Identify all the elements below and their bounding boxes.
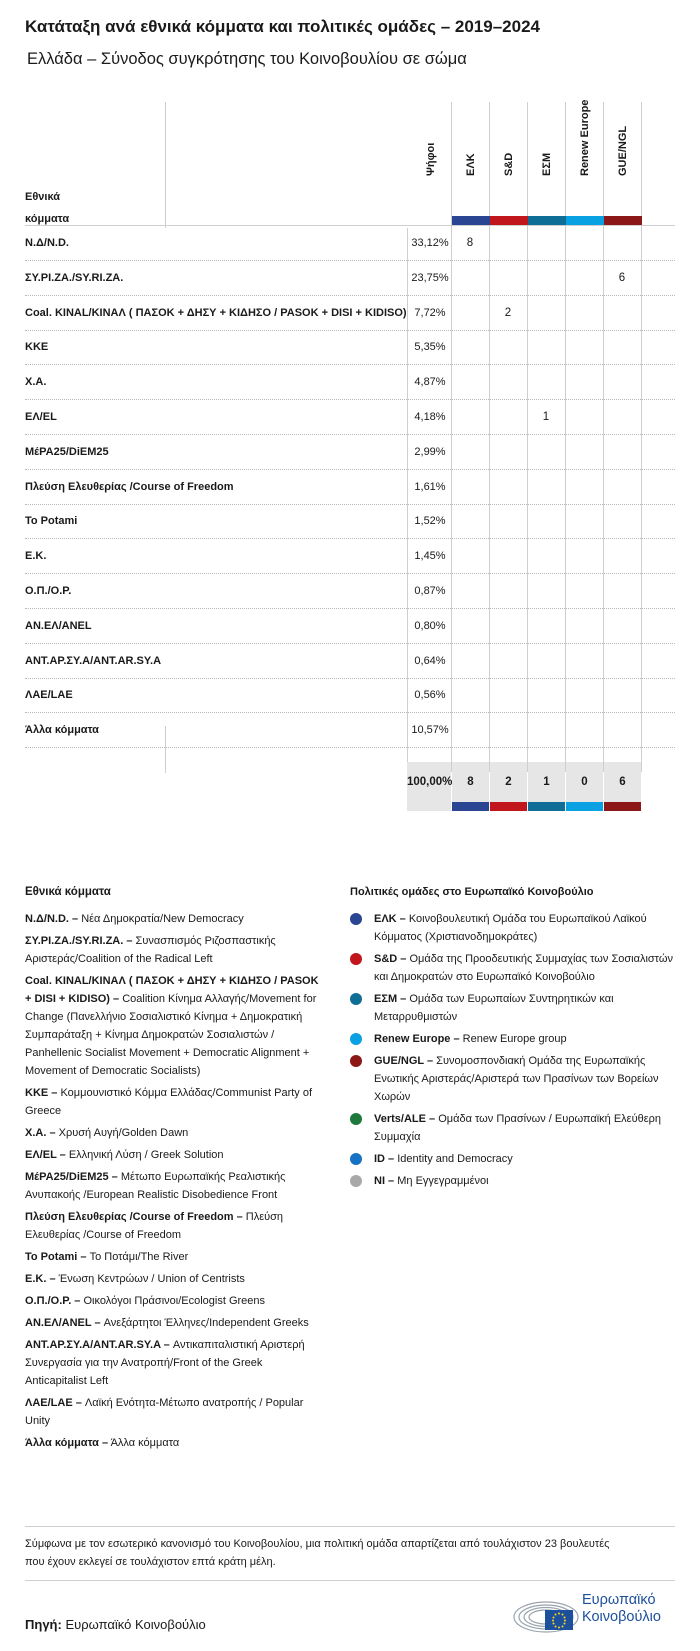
totals-row (25, 762, 675, 803)
group-color-dot-icon (350, 993, 362, 1005)
table-row (25, 713, 675, 748)
table-row (25, 400, 675, 435)
national-legend-item (25, 1124, 325, 1142)
table-row (25, 574, 675, 609)
group-color-bar (604, 216, 642, 225)
group-color-dot-icon (350, 1175, 362, 1187)
group-legend-item (350, 1172, 680, 1190)
vote-share: 1,45% (414, 550, 446, 563)
national-parties-legend (25, 886, 325, 1456)
page-subtitle: Ελλάδα – Σύνοδος συγκρότησης του Κοινοβουλίου σε σώμα (27, 50, 467, 68)
table-row (25, 365, 675, 400)
group-color-bar (604, 802, 641, 811)
source-line (25, 1617, 206, 1632)
group-legend-item (350, 1150, 680, 1168)
group-legend-item (350, 950, 680, 986)
vote-share: 10,57% (411, 724, 449, 737)
group-color-dot-icon (350, 1033, 362, 1045)
source-label: Πηγή: (25, 1617, 62, 1632)
party-name: Coal. KINAL/ΚΙΝΑΛ ( ΠΑΣΟΚ + ΔΗΣΥ + ΚΙΔΗΣΟ / PASOK + DISI + KIDISO) (25, 306, 407, 319)
national-legend-item (25, 1146, 325, 1164)
legend-abbr: ΕΛΚ – (374, 913, 406, 925)
table-row (25, 226, 675, 261)
vote-share: 4,87% (414, 376, 446, 389)
table-row (25, 435, 675, 470)
total-votes: 100,00% (407, 762, 451, 803)
vote-share: 2,99% (414, 445, 446, 458)
legend-desc: Λαϊκή Ενότητα-Μέτωπο ανατροπής / Popular Unity (25, 1397, 304, 1427)
legend-desc: Μέτωπο Ευρωπαϊκής Ρεαλιστικής Ανυπακοής /European Realistic Disobedience Front (25, 1171, 286, 1201)
group-color-bar (452, 802, 489, 811)
table-row (25, 539, 675, 574)
legend-abbr: ΑΝ.ΕΛ/ANEL – (25, 1317, 101, 1329)
national-legend-item (25, 1394, 325, 1430)
vote-share: 1,52% (414, 515, 446, 528)
legend-abbr: Ο.Π./O.P. – (25, 1295, 81, 1307)
group-legend-item (350, 1110, 680, 1146)
logo-text (582, 1592, 661, 1626)
party-name: ΑΝ.ΕΛ/ANEL (25, 619, 92, 632)
legend-abbr: Χ.Α. – (25, 1127, 56, 1139)
total-seats: 6 (604, 762, 641, 803)
table-row (25, 330, 675, 365)
votes-column-header: Ψήφοι (425, 142, 437, 176)
vote-share: 5,35% (414, 341, 446, 354)
group-color-bar (490, 802, 527, 811)
party-name: ΑΝΤ.ΑΡ.ΣΥ.Α/ANT.AR.SY.A (25, 654, 162, 667)
total-seats: 8 (452, 762, 489, 803)
european-parliament-logo (512, 1591, 677, 1633)
seat-count: 2 (504, 306, 512, 319)
legend-desc: Ομάδα της Προοδευτικής Συμμαχίας των Σοσιαλιστών και Δημοκρατών στο Ευρωπαϊκό Κοινοβούλιο (374, 953, 673, 983)
national-legend-item (25, 1270, 325, 1288)
legend-abbr: GUE/NGL – (374, 1055, 434, 1067)
political-groups-legend (350, 886, 680, 1194)
group-column-header: ΕΣΜ (541, 152, 553, 176)
national-legend-item (25, 932, 325, 968)
total-seats: 0 (566, 762, 603, 803)
legend-abbr: Renew Europe – (374, 1033, 460, 1045)
group-color-dot-icon (350, 1055, 362, 1067)
legend-desc: Το Ποτάμι/The River (89, 1251, 189, 1263)
legend-abbr: Ε.Κ. – (25, 1273, 56, 1285)
party-header-line1: Εθνικά (25, 191, 60, 203)
party-name: ΛΑΕ/LAE (25, 689, 73, 702)
groups-legend-heading: Πολιτικές ομάδες στο Ευρωπαϊκό Κοινοβούλιο (350, 886, 594, 898)
vote-share: 33,12% (411, 237, 449, 249)
party-name: Ο.Π./O.P. (25, 585, 72, 597)
national-legend-item (25, 972, 325, 1080)
national-legend-item (25, 1292, 325, 1310)
national-legend-item (25, 910, 325, 928)
legend-abbr: KKE – (25, 1087, 58, 1099)
vote-share: 0,80% (414, 619, 446, 632)
legend-abbr: To Potami – (25, 1251, 87, 1263)
legend-abbr: ΕΛ/EL – (25, 1149, 66, 1161)
seat-count: 1 (542, 411, 550, 423)
logo-line1: Ευρωπαϊκό (582, 1592, 656, 1608)
legend-desc: Νέα Δημοκρατία/New Democracy (81, 913, 244, 925)
group-column-header: S&D (503, 152, 515, 176)
legend-desc: Ανεξάρτητοι Έλληνες/Independent Greeks (103, 1317, 309, 1329)
group-color-bar (452, 216, 490, 225)
vote-share: 4,18% (414, 411, 446, 423)
party-name: Πλεύση Ελευθερίας /Course of Freedom (25, 480, 234, 493)
divider (25, 1526, 675, 1527)
national-legend-item (25, 1084, 325, 1120)
seat-count: 8 (466, 237, 474, 249)
group-color-dot-icon (350, 953, 362, 965)
party-name: ΕΛ/EL (25, 411, 57, 423)
vote-share: 0,56% (414, 689, 446, 702)
legend-abbr: Verts/ALE – (374, 1113, 436, 1125)
table-row (25, 261, 675, 296)
table-row (25, 296, 675, 331)
vote-share: 1,61% (414, 480, 446, 493)
party-name: Άλλα κόμματα (25, 724, 99, 737)
legend-abbr: Ν.Δ/N.D. – (25, 913, 79, 925)
vote-share: 0,87% (414, 585, 446, 597)
legend-abbr: ΣΥ.ΡΙ.ΖΑ./SY.RI.ZA. – (25, 935, 133, 947)
national-legend-item (25, 1314, 325, 1332)
group-legend-item (350, 1030, 680, 1048)
page-title: Κατάταξη ανά εθνικά κόμματα και πολιτικές ομάδες – 2019–2024 (25, 17, 540, 36)
source-value: Ευρωπαϊκό Κοινοβούλιο (65, 1617, 206, 1632)
group-column-header: ΕΛΚ (465, 153, 477, 176)
party-name: ΜέΡΑ25/DiEM25 (25, 445, 109, 458)
national-legend-item (25, 1336, 325, 1390)
legend-desc: Συνασπισμός Ριζοσπαστικής Αριστεράς/Coalition of the Radical Left (25, 935, 276, 965)
party-name: KKE (25, 341, 49, 354)
party-column-header (25, 186, 85, 230)
legend-abbr: ID – (374, 1153, 395, 1165)
legend-desc: Ομάδα των Πρασίνων / Ευρωπαϊκή Ελεύθερη Συμμαχία (374, 1113, 661, 1143)
group-color-bar (528, 802, 565, 811)
legend-desc: Ελληνική Λύση / Greek Solution (68, 1149, 224, 1161)
divider (25, 1580, 675, 1581)
vote-share: 7,72% (414, 306, 446, 319)
table-row (25, 678, 675, 713)
legend-desc: Αντικαπιταλιστική Αριστερή Συνεργασία για την Ανατροπή/Front of the Greek Anticapitalist Left (25, 1339, 305, 1387)
party-name: Χ.Α. (25, 376, 47, 389)
group-column-header: GUE/NGL (617, 125, 629, 176)
legend-desc: Άλλα κόμματα (110, 1437, 180, 1449)
logo-line2: Κοινοβούλιο (582, 1609, 661, 1625)
party-name: ΣΥ.ΡΙ.ΖΑ./SY.RI.ZA. (25, 271, 124, 284)
total-seats: 1 (528, 762, 565, 803)
party-header-line2: κόμματα (25, 213, 70, 225)
legend-desc: Πλεύση Ελευθερίας /Course of Freedom (25, 1211, 284, 1241)
parliament-emblem-icon (512, 1591, 580, 1633)
legend-desc: Κοινοβουλευτική Ομάδα του Ευρωπαϊκού Λαϊκού Κόμματος (Χριστιανοδημοκράτες) (374, 913, 647, 943)
legend-desc: Identity and Democracy (397, 1153, 513, 1165)
legend-desc: Coalition Κίνημα Αλλαγής/Movement for Change (Πανελλήνιο Σοσιαλιστικό Κίνημα + Δημοκρατική Συμπαράταξη + Κίνημα Δημοκρατών Σοσιαλιστών / Panhellenic Socialist Movement + Democratic Alignment + Movement of Democratic Socialists) (25, 993, 317, 1077)
legend-desc: Renew Europe group (462, 1033, 567, 1045)
group-legend-item (350, 990, 680, 1026)
legend-abbr: ΛΑΕ/LAE – (25, 1397, 82, 1409)
group-color-bar (566, 216, 604, 225)
table-row (25, 470, 675, 505)
group-color-dot-icon (350, 1153, 362, 1165)
national-legend-item (25, 1434, 325, 1452)
group-legend-item (350, 1052, 680, 1106)
group-column-header: Renew Europe (579, 99, 591, 176)
national-legend-item (25, 1248, 325, 1266)
total-seats: 2 (490, 762, 527, 803)
national-legend-item (25, 1208, 325, 1244)
group-legend-item (350, 910, 680, 946)
party-name: Ν.Δ/N.D. (25, 237, 69, 249)
legend-abbr: ΜέΡΑ25/DiEM25 – (25, 1171, 118, 1183)
vote-share: 23,75% (411, 271, 449, 284)
legend-desc: Συνομοσπονδιακή Ομάδα της Ευρωπαϊκής Ενωτικής Αριστεράς/Αριστερά των Πρασίνων των Βορείων Χωρών (374, 1055, 659, 1103)
national-legend-heading: Εθνικά κόμματα (25, 886, 111, 898)
group-color-dot-icon (350, 913, 362, 925)
legend-desc: Ομάδα των Ευρωπαίων Συντηρητικών και Μεταρρυθμιστών (374, 993, 614, 1023)
national-legend-item (25, 1168, 325, 1204)
legend-abbr: S&D – (374, 953, 407, 965)
legend-desc: Ένωση Κεντρώων / Union of Centrists (58, 1273, 245, 1285)
legend-abbr: ΑΝΤ.ΑΡ.ΣΥ.Α/ANT.AR.SY.A – (25, 1339, 170, 1351)
table-row (25, 609, 675, 644)
footnote: Σύμφωνα με τον εσωτερικό κανονισμό του Κοινοβουλίου, μια πολιτική ομάδα απαρτίζεται από τουλάχιστον 23 βουλευτές που έχουν εκλεγεί σε τουλάχιστον επτά κράτη μέλη. (25, 1538, 610, 1568)
group-color-bar (566, 802, 603, 811)
table-row (25, 644, 675, 679)
group-color-bar (528, 216, 566, 225)
vote-share: 0,64% (414, 654, 446, 667)
party-name: To Potami (25, 515, 78, 528)
table-row (25, 504, 675, 539)
legend-desc: Κομμουνιστικό Κόμμα Ελλάδας/Communist Party of Greece (25, 1087, 313, 1117)
legend-abbr: Πλεύση Ελευθερίας /Course of Freedom – (25, 1211, 243, 1223)
legend-desc: Μη Εγγεγραμμένοι (397, 1175, 489, 1187)
legend-desc: Οικολόγοι Πράσινοι/Ecologist Greens (83, 1295, 266, 1307)
legend-abbr: NI – (374, 1175, 395, 1187)
total-votes-bar (407, 802, 451, 811)
legend-desc: Χρυσή Αυγή/Golden Dawn (58, 1127, 189, 1139)
column-divider (165, 102, 166, 228)
legend-abbr: Άλλα κόμματα – (25, 1437, 109, 1449)
group-color-bar (490, 216, 528, 225)
legend-abbr: ΕΣΜ – (374, 993, 407, 1005)
seat-count: 6 (618, 271, 626, 284)
party-name: Ε.Κ. (25, 550, 47, 563)
legend-abbr: Coal. KINAL/ΚΙΝΑΛ ( ΠΑΣΟΚ + ΔΗΣΥ + ΚΙΔΗΣΟ / PASOK + DISI + KIDISO) – (25, 975, 319, 1005)
group-color-dot-icon (350, 1113, 362, 1125)
